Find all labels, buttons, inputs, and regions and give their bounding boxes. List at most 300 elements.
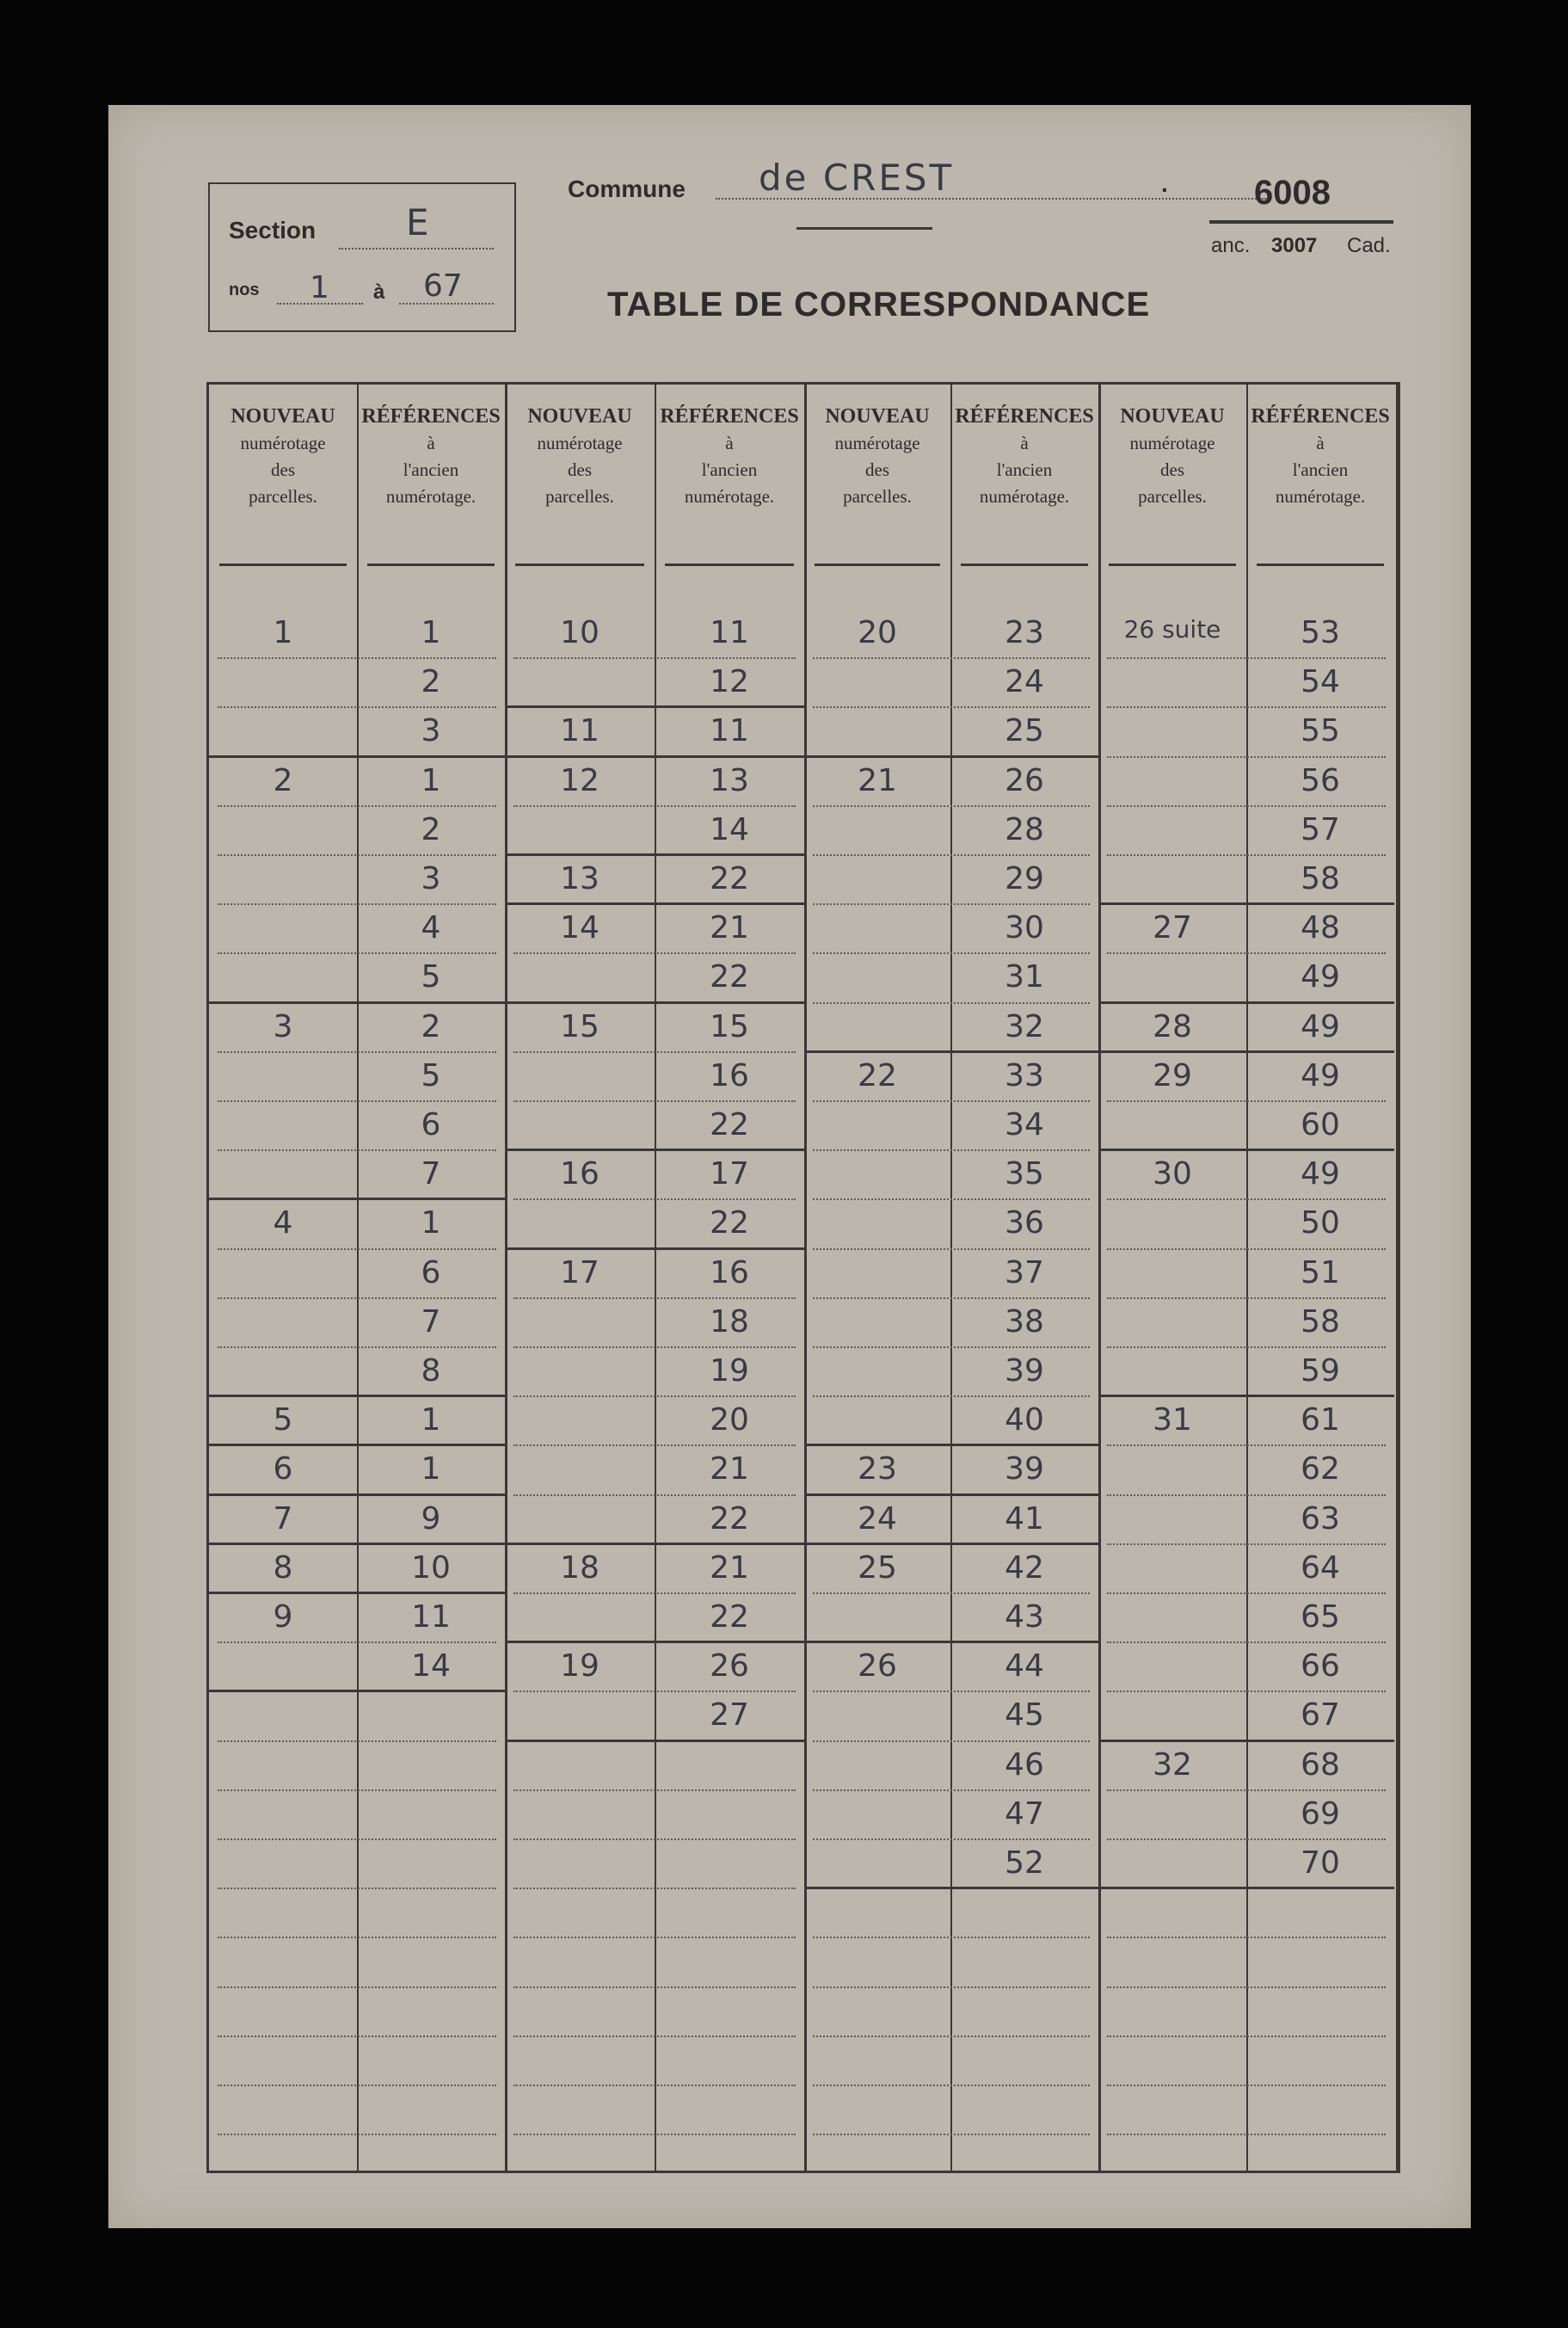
row-divider — [218, 952, 496, 954]
reference-number: 13 — [710, 762, 749, 798]
entry-separator — [209, 1690, 505, 1692]
entry-separator — [505, 902, 804, 905]
commune-underline — [796, 227, 932, 230]
reference-number: 49 — [1301, 959, 1340, 995]
reference-number: 27 — [710, 1697, 749, 1734]
reference-number: 49 — [1301, 1008, 1340, 1044]
column-header-line: l'ancien — [996, 459, 1053, 480]
reference-number: 1 — [421, 762, 441, 798]
reference-number: 14 — [710, 811, 749, 847]
nouveau-number: 15 — [560, 1008, 600, 1044]
nouveau-number: 31 — [1153, 1402, 1192, 1438]
entry-separator — [1098, 1395, 1394, 1397]
reference-number: 7 — [421, 1156, 441, 1192]
row-divider — [513, 1789, 796, 1791]
entry-separator — [804, 1050, 1098, 1053]
entry-separator — [804, 1641, 1098, 1643]
entry-separator — [505, 705, 804, 708]
reference-number: 21 — [710, 1451, 749, 1487]
reference-number: 7 — [421, 1303, 441, 1340]
commune-value: de CREST — [759, 157, 955, 199]
column-header-line: des — [865, 459, 889, 480]
column-header-line: l'ancien — [403, 459, 459, 480]
column-header-line: des — [271, 459, 295, 480]
column-header-line: numérotage. — [385, 486, 477, 507]
entry-separator — [804, 755, 1098, 758]
document-number-rule — [1209, 220, 1393, 224]
column-header-references — [1246, 403, 1394, 510]
column-header-line: RÉFÉRENCES — [361, 405, 501, 428]
nouveau-number: 22 — [858, 1057, 897, 1093]
row-divider — [813, 2134, 1090, 2135]
nouveau-number: 28 — [1153, 1008, 1192, 1044]
row-divider — [813, 1740, 1090, 1742]
row-divider — [1107, 706, 1386, 708]
reference-number: 48 — [1301, 910, 1340, 946]
reference-number: 20 — [710, 1402, 749, 1438]
row-divider — [1107, 1641, 1386, 1643]
row-divider — [218, 903, 496, 905]
row-divider — [1107, 952, 1386, 954]
row-divider — [1107, 2035, 1386, 2037]
reference-number: 51 — [1301, 1254, 1340, 1290]
reference-number: 11 — [710, 713, 749, 749]
row-divider — [813, 1198, 1090, 1200]
header-rule — [1257, 564, 1384, 566]
reference-number: 12 — [710, 664, 749, 700]
row-divider — [1107, 1346, 1386, 1348]
nouveau-number: 7 — [273, 1500, 293, 1537]
entry-separator — [505, 1740, 804, 1742]
column-header-line: l'ancien — [701, 459, 758, 480]
column-header-line: numérotage — [1129, 433, 1215, 453]
row-divider — [1107, 756, 1386, 758]
column-header-line: à — [427, 433, 435, 453]
row-divider — [1107, 1838, 1386, 1840]
commune-label: Commune — [568, 176, 686, 202]
nouveau-number: 14 — [560, 910, 600, 946]
row-divider — [513, 1494, 796, 1496]
reference-number: 28 — [1005, 811, 1044, 847]
column-header-line: NOUVEAU — [231, 405, 335, 428]
reference-number: 35 — [1005, 1156, 1044, 1192]
reference-number: 67 — [1301, 1697, 1340, 1734]
nos-label: nos — [229, 280, 260, 299]
reference-number: 14 — [411, 1648, 451, 1684]
row-divider — [1107, 805, 1386, 807]
reference-number: 15 — [710, 1008, 749, 1044]
row-divider — [513, 657, 796, 659]
row-divider — [513, 1100, 796, 1102]
row-divider — [1107, 657, 1386, 659]
column-header-line: numérotage — [537, 433, 623, 453]
nouveau-number: 20 — [858, 615, 897, 650]
entry-separator — [1098, 1001, 1394, 1004]
column-header-line: des — [568, 459, 592, 480]
row-divider — [513, 1051, 796, 1053]
row-divider — [218, 2035, 496, 2037]
nouveau-number: 30 — [1153, 1156, 1192, 1192]
row-divider — [218, 2085, 496, 2086]
reference-number: 59 — [1301, 1353, 1340, 1389]
column-header-line: numérotage. — [1275, 486, 1366, 507]
entry-separator — [209, 1493, 505, 1496]
column-header-line: RÉFÉRENCES — [660, 405, 799, 428]
reference-number: 36 — [1005, 1205, 1044, 1241]
row-divider — [1107, 854, 1386, 856]
document-number: 6008 — [1254, 174, 1331, 212]
reference-number: 58 — [1301, 861, 1340, 896]
reference-number: 1 — [421, 1205, 441, 1241]
reference-number: 64 — [1301, 1549, 1340, 1586]
column-header-references — [950, 403, 1098, 510]
reference-number: 1 — [421, 1402, 441, 1438]
nouveau-number: 26 — [858, 1648, 897, 1684]
anc-label: anc. — [1211, 234, 1251, 257]
reference-number: 31 — [1005, 959, 1044, 995]
nos-to-value: 67 — [423, 268, 463, 304]
nouveau-number: 13 — [560, 861, 600, 896]
row-divider — [813, 1297, 1090, 1299]
row-divider — [218, 2134, 496, 2135]
entry-separator — [209, 1001, 505, 1004]
row-divider — [1107, 1937, 1386, 1938]
row-divider — [813, 1100, 1090, 1102]
row-divider — [513, 2134, 796, 2135]
reference-number: 70 — [1301, 1845, 1340, 1881]
column-header-references — [655, 403, 804, 510]
reference-number: 53 — [1301, 615, 1340, 650]
nouveau-number: 9 — [273, 1599, 293, 1635]
row-divider — [218, 1346, 496, 1348]
column-header-line: RÉFÉRENCES — [1251, 405, 1390, 428]
column-header-nouveau — [505, 403, 655, 510]
anc-number: 3007 — [1271, 234, 1318, 257]
nouveau-number: 5 — [273, 1402, 293, 1438]
column-rule — [1098, 385, 1101, 2171]
nouveau-number: 32 — [1153, 1746, 1192, 1783]
reference-number: 60 — [1301, 1107, 1340, 1142]
nouveau-number: 23 — [858, 1451, 897, 1487]
column-header-line: RÉFÉRENCES — [955, 405, 1094, 428]
row-divider — [813, 1592, 1090, 1594]
reference-number: 11 — [411, 1599, 451, 1635]
reference-number: 18 — [710, 1303, 749, 1340]
entry-separator — [505, 1641, 804, 1643]
reference-number: 26 — [710, 1648, 749, 1684]
row-divider — [218, 1149, 496, 1151]
column-header-nouveau — [209, 403, 357, 510]
reference-number: 65 — [1301, 1599, 1340, 1635]
reference-number: 38 — [1005, 1303, 1044, 1340]
reference-number: 49 — [1301, 1057, 1340, 1093]
reference-number: 2 — [421, 1008, 441, 1044]
row-divider — [513, 1888, 796, 1889]
column-header-line: NOUVEAU — [1120, 405, 1225, 428]
reference-number: 32 — [1005, 1008, 1044, 1044]
row-divider — [218, 1297, 496, 1299]
reference-number: 4 — [421, 910, 441, 946]
nouveau-number: 27 — [1153, 910, 1192, 946]
header-rule — [367, 564, 495, 566]
row-divider — [1107, 1789, 1386, 1791]
column-header-line: à — [725, 433, 734, 453]
row-divider — [513, 2085, 796, 2086]
row-divider — [513, 805, 796, 807]
reference-number: 10 — [411, 1549, 451, 1586]
row-divider — [218, 1789, 496, 1791]
header-rule — [515, 564, 644, 566]
entry-separator — [505, 1001, 804, 1004]
reference-number: 34 — [1005, 1107, 1044, 1142]
row-divider — [513, 2035, 796, 2037]
entry-separator — [1098, 902, 1394, 905]
nouveau-number: 8 — [273, 1549, 293, 1586]
reference-number: 42 — [1005, 1549, 1044, 1586]
row-divider — [1107, 1444, 1386, 1446]
column-header-line: numérotage. — [684, 486, 775, 507]
column-header-nouveau — [804, 403, 950, 510]
reference-number: 11 — [710, 615, 749, 650]
entry-separator — [505, 1149, 804, 1151]
row-divider — [813, 657, 1090, 659]
row-divider — [1107, 1198, 1386, 1200]
row-divider — [513, 1346, 796, 1348]
entry-separator — [804, 1887, 1098, 1889]
header-rule — [665, 564, 794, 566]
nouveau-number: 25 — [858, 1549, 897, 1586]
entry-separator — [209, 1198, 505, 1200]
nouveau-number: 10 — [560, 615, 600, 650]
row-divider — [218, 1100, 496, 1102]
entry-separator — [209, 755, 505, 758]
reference-number: 16 — [710, 1254, 749, 1290]
reference-number: 39 — [1005, 1353, 1044, 1389]
reference-number: 22 — [710, 1107, 749, 1142]
reference-number: 25 — [1005, 713, 1044, 749]
row-divider — [513, 1937, 796, 1938]
row-divider — [513, 1838, 796, 1840]
row-divider — [1107, 1543, 1386, 1545]
reference-number: 45 — [1005, 1697, 1044, 1734]
row-divider — [813, 952, 1090, 954]
header-rule — [815, 564, 940, 566]
nouveau-number: 6 — [273, 1451, 293, 1487]
row-divider — [1107, 1248, 1386, 1250]
column-header-line: parcelles. — [1138, 486, 1207, 507]
entry-separator — [505, 1543, 804, 1545]
entry-separator — [804, 1543, 1098, 1545]
row-divider — [218, 1986, 496, 1988]
row-divider — [813, 1395, 1090, 1397]
entry-separator — [1098, 1887, 1394, 1889]
row-divider — [813, 2035, 1090, 2037]
row-divider — [218, 854, 496, 856]
row-divider — [218, 1641, 496, 1643]
row-divider — [513, 952, 796, 954]
row-divider — [813, 1002, 1090, 1004]
row-divider — [513, 1691, 796, 1692]
reference-number: 22 — [710, 959, 749, 995]
entry-separator — [804, 1444, 1098, 1446]
column-header-references — [357, 403, 505, 510]
nouveau-number: 1 — [273, 615, 293, 650]
row-divider — [513, 1297, 796, 1299]
entry-separator — [209, 1444, 505, 1446]
row-divider — [1107, 2134, 1386, 2135]
nouveau-number: 4 — [273, 1205, 293, 1241]
reference-number: 6 — [421, 1254, 441, 1290]
reference-number: 2 — [421, 664, 441, 700]
column-header-line: parcelles. — [249, 486, 317, 507]
nouveau-number: 26 suite — [1123, 615, 1221, 644]
reference-number: 55 — [1301, 713, 1340, 749]
row-divider — [813, 854, 1090, 856]
row-divider — [1107, 2085, 1386, 2086]
reference-number: 26 — [1005, 762, 1044, 798]
reference-number: 39 — [1005, 1451, 1044, 1487]
entry-separator — [209, 1543, 505, 1545]
row-divider — [813, 1838, 1090, 1840]
column-header-line: l'ancien — [1292, 459, 1349, 480]
nouveau-number: 17 — [560, 1254, 600, 1290]
reference-number: 9 — [421, 1500, 441, 1537]
section-value: E — [406, 201, 429, 243]
cadastre-card — [108, 105, 1471, 2228]
reference-number: 49 — [1301, 1156, 1340, 1192]
row-divider — [513, 1444, 796, 1446]
row-divider — [1107, 1592, 1386, 1594]
reference-number: 19 — [710, 1353, 749, 1389]
reference-number: 29 — [1005, 861, 1044, 896]
reference-number: 5 — [421, 1057, 441, 1093]
row-divider — [218, 805, 496, 807]
row-divider — [513, 1395, 796, 1397]
header-rule — [219, 564, 347, 566]
commune-dot: . — [1161, 170, 1168, 197]
reference-number: 66 — [1301, 1648, 1340, 1684]
reference-number: 56 — [1301, 762, 1340, 798]
reference-number: 1 — [421, 1451, 441, 1487]
reference-number: 68 — [1301, 1746, 1340, 1783]
nouveau-number: 16 — [560, 1156, 600, 1192]
reference-number: 22 — [710, 1599, 749, 1635]
row-divider — [218, 1248, 496, 1250]
reference-number: 54 — [1301, 664, 1340, 700]
row-divider — [813, 1691, 1090, 1692]
header-rule — [961, 564, 1088, 566]
reference-number: 41 — [1005, 1500, 1044, 1537]
row-divider — [218, 1740, 496, 1742]
reference-number: 46 — [1005, 1746, 1044, 1783]
row-divider — [813, 1986, 1090, 1988]
column-header-nouveau — [1098, 403, 1246, 510]
reference-number: 57 — [1301, 811, 1340, 847]
nouveau-number: 24 — [858, 1500, 897, 1537]
row-divider — [513, 1198, 796, 1200]
section-label: Section — [229, 217, 317, 243]
reference-number: 33 — [1005, 1057, 1044, 1093]
entry-separator — [1098, 1149, 1394, 1151]
entry-separator — [209, 1592, 505, 1594]
reference-number: 21 — [710, 910, 749, 946]
nouveau-number: 18 — [560, 1549, 600, 1586]
column-header-line: numérotage. — [979, 486, 1070, 507]
row-divider — [1107, 1297, 1386, 1299]
reference-number: 52 — [1005, 1845, 1044, 1881]
row-divider — [813, 2085, 1090, 2086]
row-divider — [1107, 1691, 1386, 1692]
reference-number: 3 — [421, 713, 441, 749]
reference-number: 50 — [1301, 1205, 1340, 1241]
row-divider — [813, 903, 1090, 905]
reference-number: 22 — [710, 1205, 749, 1241]
reference-number: 2 — [421, 811, 441, 847]
nouveau-number: 3 — [273, 1008, 293, 1044]
page-title: TABLE DE CORRESPONDANCE — [607, 286, 1151, 323]
entry-separator — [505, 755, 804, 758]
nouveau-number: 29 — [1153, 1057, 1192, 1093]
cad-label: Cad. — [1347, 234, 1391, 257]
row-divider — [218, 1888, 496, 1889]
column-header-line: parcelles. — [545, 486, 614, 507]
reference-number: 58 — [1301, 1303, 1340, 1340]
reference-number: 69 — [1301, 1795, 1340, 1832]
reference-number: 63 — [1301, 1500, 1340, 1537]
row-divider — [813, 706, 1090, 708]
row-divider — [813, 1789, 1090, 1791]
column-header-line: des — [1160, 459, 1184, 480]
reference-number: 44 — [1005, 1648, 1044, 1684]
entry-separator — [1098, 1050, 1394, 1053]
row-divider — [1107, 1494, 1386, 1496]
row-divider — [813, 1149, 1090, 1151]
reference-number: 62 — [1301, 1451, 1340, 1487]
correspondence-table — [206, 382, 1400, 2173]
reference-number: 24 — [1005, 664, 1044, 700]
row-divider — [1107, 1986, 1386, 1988]
reference-number: 22 — [710, 861, 749, 896]
column-header-line: à — [1020, 433, 1029, 453]
reference-number: 3 — [421, 861, 441, 896]
column-header-line: à — [1316, 433, 1325, 453]
header-rule — [1109, 564, 1236, 566]
reference-number: 16 — [710, 1057, 749, 1093]
row-divider — [218, 706, 496, 708]
nouveau-number: 12 — [560, 762, 600, 798]
column-header-line: numérotage — [240, 433, 326, 453]
nos-from-value: 1 — [310, 270, 329, 305]
row-divider — [218, 1838, 496, 1840]
column-header-line: NOUVEAU — [825, 405, 930, 428]
nos-separator: à — [373, 280, 385, 304]
entry-separator — [505, 1247, 804, 1250]
reference-number: 17 — [710, 1156, 749, 1192]
row-divider — [218, 657, 496, 659]
entry-separator — [1098, 1740, 1394, 1742]
reference-number: 6 — [421, 1107, 441, 1142]
reference-number: 37 — [1005, 1254, 1044, 1290]
entry-separator — [804, 1493, 1098, 1496]
column-rule — [804, 385, 807, 2171]
nouveau-number: 2 — [273, 762, 293, 798]
nouveau-number: 11 — [560, 713, 600, 749]
section-dotted-line — [339, 248, 494, 249]
reference-number: 23 — [1005, 615, 1044, 650]
nouveau-number: 21 — [858, 762, 897, 798]
reference-number: 1 — [421, 615, 441, 650]
row-divider — [218, 1051, 496, 1053]
